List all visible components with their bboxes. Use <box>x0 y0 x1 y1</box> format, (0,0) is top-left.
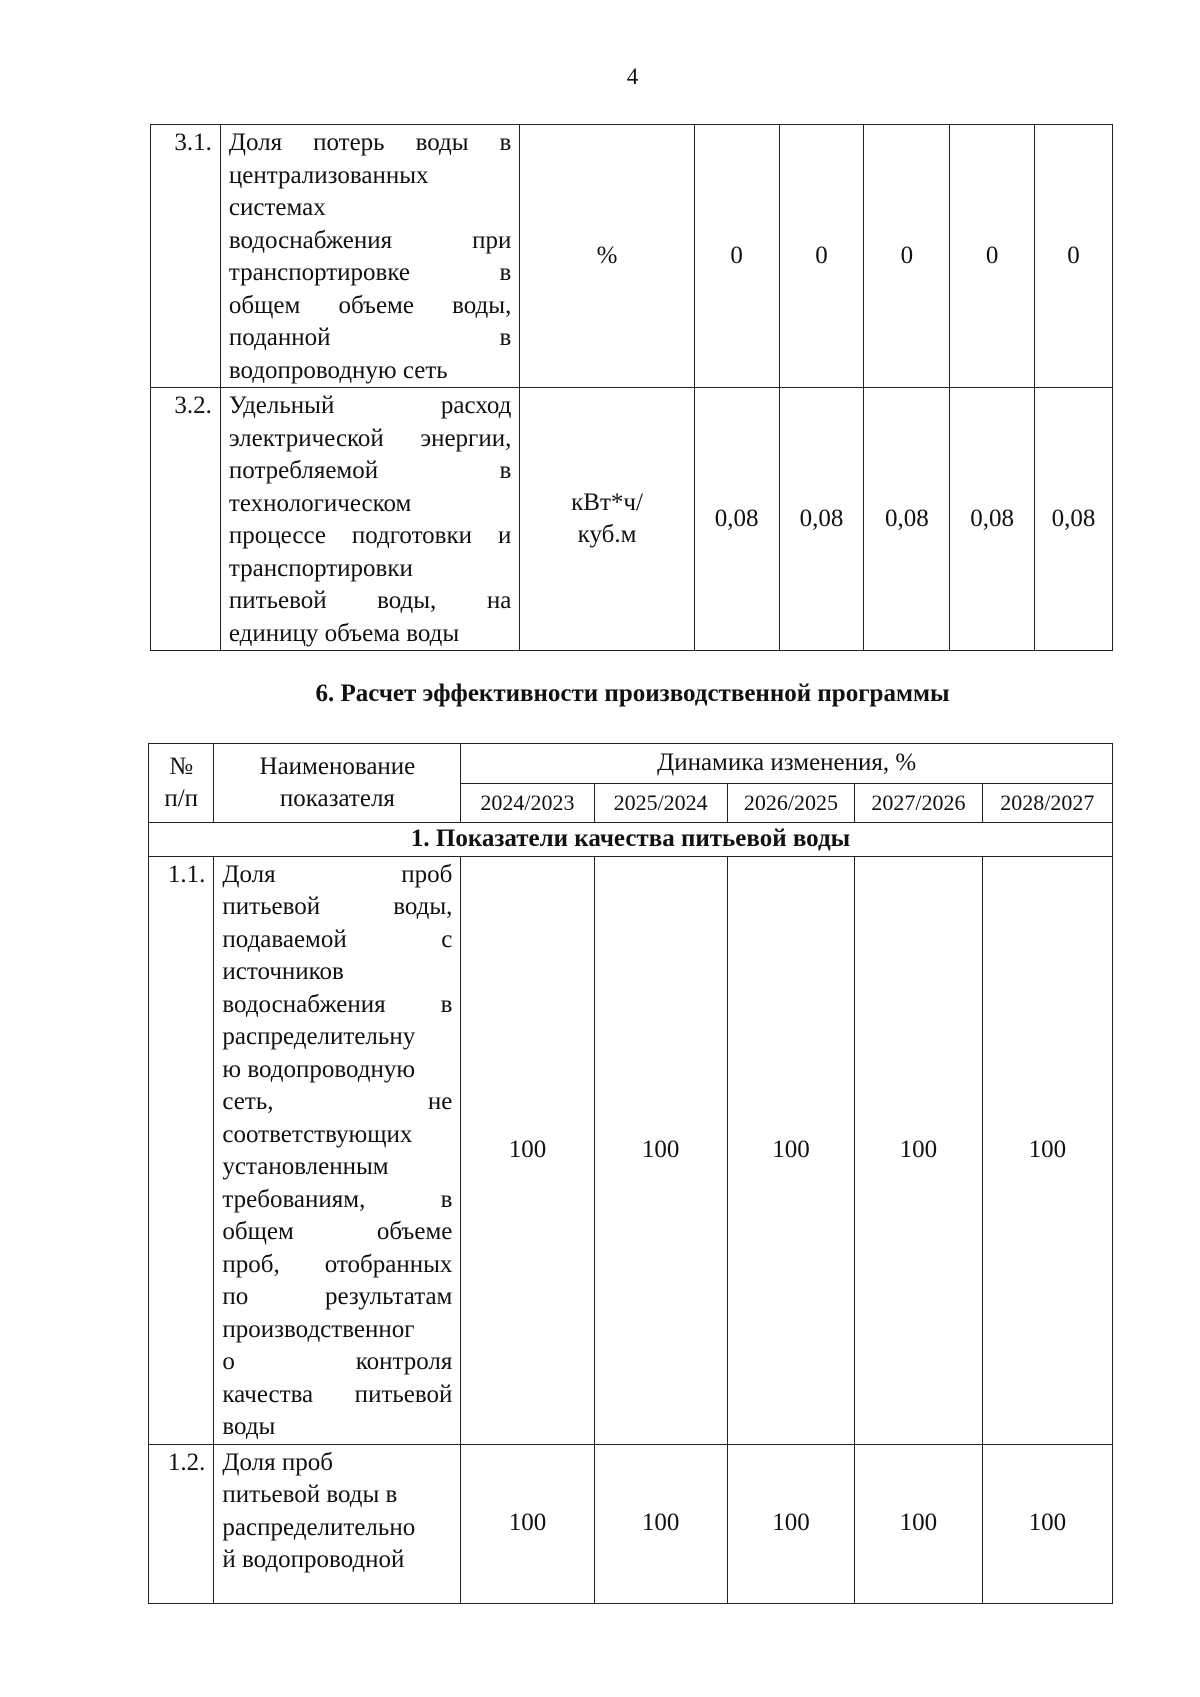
name-line: воды <box>222 1413 276 1440</box>
year-header: 2028/2027 <box>982 784 1112 823</box>
efficiency-table <box>148 743 1113 1604</box>
value-cell: 0,08 <box>1035 388 1113 651</box>
value-cell: 100 <box>594 856 727 1444</box>
name-line: технологическом <box>228 489 412 517</box>
name-line: Удельный расход <box>228 392 512 419</box>
table-row <box>151 388 1113 651</box>
unit-cell: % <box>520 125 694 388</box>
num-header-line: № <box>169 752 194 780</box>
value-cell: 100 <box>727 856 854 1444</box>
name-header-line: показателя <box>279 785 395 812</box>
name-line: питьевой воды в <box>222 1481 398 1508</box>
name-line: единицу объема воды <box>228 619 460 647</box>
unit-cell <box>520 388 694 651</box>
name-line: установленным <box>222 1153 389 1180</box>
section-title: 6. Расчет эффективности производственной программы <box>315 680 950 707</box>
value-cell: 0 <box>1035 125 1113 388</box>
name-line: Доля потерь воды в <box>228 129 512 156</box>
value-cell: 100 <box>727 1444 854 1603</box>
year-header: 2024/2023 <box>461 784 594 823</box>
value-cell: 0,08 <box>779 388 864 651</box>
name-line: питьевой воды, на <box>228 587 512 614</box>
name-line: централизованных <box>228 161 429 189</box>
value-cell: 0,08 <box>694 388 779 651</box>
name-line: общем объеме воды, <box>228 291 512 319</box>
indicator-name <box>214 856 461 1444</box>
num-header-line: п/п <box>164 785 199 812</box>
name-line: подаваемой с <box>222 925 453 953</box>
name-line: качества питьевой <box>222 1380 453 1408</box>
name-line: питьевой воды, <box>222 893 453 920</box>
group-title: 1. Показатели качества питьевой воды <box>149 823 1113 857</box>
name-line: Доля проб <box>222 1448 333 1476</box>
value-cell: 0 <box>694 125 779 388</box>
name-line: о контроля <box>222 1348 453 1375</box>
name-line: транспортировки <box>228 554 413 582</box>
name-line: сеть, не <box>222 1088 453 1115</box>
year-header: 2026/2025 <box>727 784 854 823</box>
header-row <box>149 744 1113 784</box>
row-number: 1.2. <box>149 1444 214 1603</box>
year-header: 2027/2026 <box>855 784 982 823</box>
value-cell: 100 <box>461 1444 594 1603</box>
unit-line: куб.м <box>577 521 637 548</box>
name-line: по результатам <box>222 1283 453 1310</box>
indicator-name <box>214 1444 461 1603</box>
name-line: водоснабжения в <box>222 990 453 1018</box>
unit-line: кВт*ч/ <box>571 488 643 516</box>
name-line: Доля проб <box>222 860 453 888</box>
indicator-name <box>220 125 519 388</box>
value-cell: 100 <box>855 1444 982 1603</box>
indicator-name <box>220 388 519 651</box>
name-line: водоснабжения при <box>228 226 512 254</box>
name-line: й водопроводной <box>222 1546 405 1573</box>
page-number: 4 <box>626 64 639 89</box>
name-line: производственног <box>222 1315 415 1343</box>
name-line: электрической энергии, <box>228 424 512 452</box>
name-line: ю водопроводную <box>222 1055 416 1083</box>
value-cell: 100 <box>855 856 982 1444</box>
name-header-line: Наименование <box>259 752 416 780</box>
value-cell: 0 <box>864 125 950 388</box>
name-header <box>214 744 461 823</box>
row-number: 3.2. <box>151 388 221 651</box>
name-line: процессе подготовки и <box>228 522 512 549</box>
name-line: транспортировке в <box>228 259 512 286</box>
name-line: проб, отобранных <box>222 1250 453 1278</box>
value-cell: 0 <box>779 125 864 388</box>
indicators-table-continued <box>150 124 1113 651</box>
table-row <box>149 856 1113 1444</box>
row-number: 1.1. <box>149 856 214 1444</box>
value-cell: 0 <box>950 125 1035 388</box>
table-row <box>149 1444 1113 1603</box>
name-line: системах <box>228 194 326 221</box>
row-number: 3.1. <box>151 125 221 388</box>
name-line: распределительно <box>222 1513 416 1541</box>
name-line: общем объеме <box>222 1218 453 1245</box>
name-line: соответствующих <box>222 1120 413 1148</box>
value-cell: 100 <box>594 1444 727 1603</box>
name-line: распределительну <box>222 1023 416 1050</box>
name-line: требованиям, в <box>222 1185 453 1213</box>
dynamics-header: Динамика изменения, % <box>461 744 1113 784</box>
value-cell: 100 <box>461 856 594 1444</box>
name-line: потребляемой в <box>228 457 512 484</box>
value-cell: 100 <box>982 856 1112 1444</box>
year-header: 2025/2024 <box>594 784 727 823</box>
table-row <box>151 125 1113 388</box>
value-cell: 0,08 <box>864 388 950 651</box>
value-cell: 100 <box>982 1444 1112 1603</box>
value-cell: 0,08 <box>950 388 1035 651</box>
name-line: поданной в <box>228 324 512 351</box>
name-line: источников <box>222 958 344 985</box>
num-header <box>149 744 214 823</box>
group-row <box>149 823 1113 857</box>
name-line: водопроводную сеть <box>228 356 448 384</box>
